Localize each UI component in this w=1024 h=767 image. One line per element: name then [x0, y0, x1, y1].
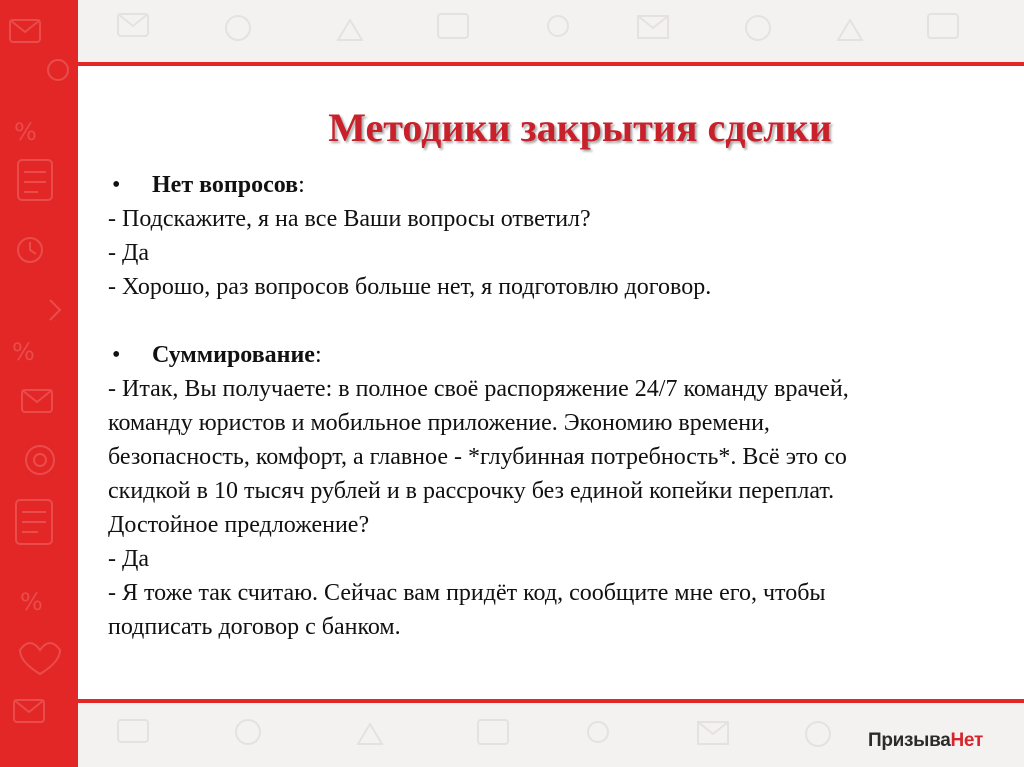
doodle-pattern-icon — [0, 0, 78, 767]
bullet-icon: • — [112, 342, 121, 368]
section-heading: Суммирование — [152, 342, 315, 368]
svg-text:%: % — [20, 588, 43, 616]
text-line: - Подскажите, я на все Ваши вопросы ответил? — [108, 206, 591, 232]
text-line: безопасность, комфорт, а главное - *глубинная потребность*. Всё это со — [108, 444, 847, 470]
left-decorative-band — [0, 0, 78, 767]
text-line: - Да — [108, 240, 150, 266]
logo-text-dark: Призыва — [868, 730, 951, 751]
section-nет-voprosov-heading — [108, 168, 1008, 202]
brand-logo — [868, 728, 983, 754]
text-line: - Я тоже так считаю. Сейчас вам придёт код, сообщите мне его, чтобы — [108, 580, 826, 606]
text-line: подписать договор с банком. — [108, 614, 401, 640]
text-line: Достойное предложение? — [108, 512, 370, 538]
heading-colon: : — [298, 172, 305, 198]
section-summirovanie-heading — [108, 338, 1008, 372]
slide-body — [108, 168, 1008, 644]
text-line: - Да — [108, 546, 150, 572]
heading-colon: : — [314, 342, 322, 368]
section-heading: Нет вопросов — [152, 172, 299, 198]
spacer — [108, 304, 1008, 338]
svg-text:%: % — [12, 338, 35, 366]
slide-title: Методики закрытия сделки — [328, 105, 832, 150]
logo-text-red: Нет — [950, 730, 983, 751]
text-line: - Хорошо, раз вопросов больше нет, я подготовлю договор. — [108, 274, 712, 300]
bullet-icon: • — [112, 172, 121, 198]
text-line: скидкой в 10 тысяч рублей и в рассрочку без единой копейки переплат. — [108, 478, 835, 504]
text-line: - Итак, Вы получаете: в полное своё распоряжение 24/7 команду врачей, — [108, 376, 849, 402]
text-line: команду юристов и мобильное приложение. Экономию времени, — [108, 410, 770, 436]
svg-text:%: % — [14, 118, 37, 146]
